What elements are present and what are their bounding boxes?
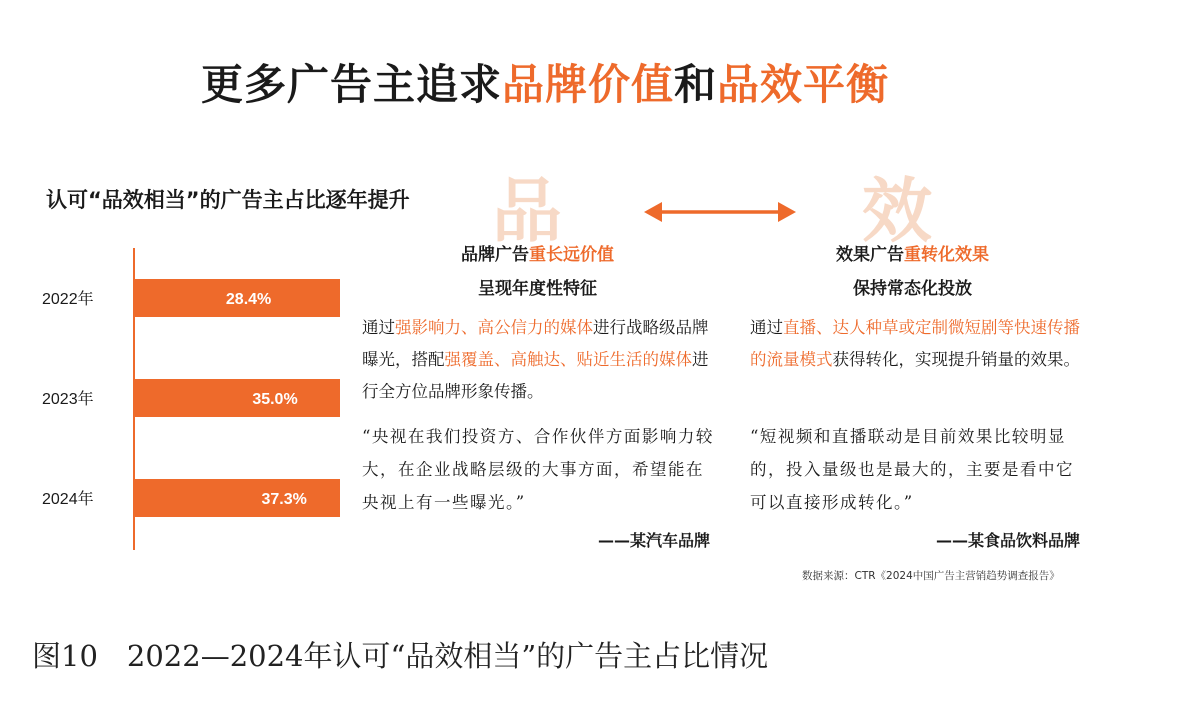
effect-signature: ——某食品饮料品牌 [935, 531, 1080, 550]
effect-heading-accent: 重转化效果 [904, 245, 989, 265]
effect-para-run-2: 获得转化，实现提升销量的效果。 [832, 350, 1080, 369]
category-label-2: 2024年 [42, 491, 94, 508]
chart-title: 认可“品效相当”的广告主占比逐年提升 [46, 188, 410, 212]
brand-para-run-1: 强影响力、高公信力的媒体 [395, 318, 593, 337]
main-title [0, 52, 1090, 112]
brand-para-run-4: 进行全方位品牌形象传播。 [362, 350, 709, 401]
effect-paragraph [750, 312, 1090, 376]
brand-subheading: 呈现年度性特征 [478, 279, 597, 299]
bar-2 [135, 479, 340, 517]
figure-caption: 图10 2022—2024年认可“品效相当”的广告主占比情况 [32, 639, 769, 673]
watermark-left: 品 [492, 170, 562, 252]
brand-signature: ——某汽车品牌 [597, 531, 710, 550]
watermark-right: 效 [862, 170, 932, 252]
main-title-part4: 品效平衡 [717, 60, 890, 109]
category-label-1: 2023年 [42, 391, 94, 408]
brand-para-run-2: 进行战略级品牌曝光，搭配 [362, 318, 709, 369]
effect-para-run-0: 通过 [750, 318, 783, 337]
effect-subheading: 保持常态化投放 [853, 279, 972, 299]
main-title-part3: 和 [674, 60, 718, 109]
bar-chart [0, 240, 340, 560]
brand-quote: “央视在我们投资方、合作伙伴方面影响力较大，在企业战略层级的大事方面，希望能在央视上有一些曝光。” [362, 427, 714, 512]
value-label-1: 35.0% [252, 391, 298, 408]
brand-heading-plain: 品牌广告 [461, 245, 529, 265]
main-title-part2: 品牌价值 [501, 60, 674, 109]
value-label-2: 37.3% [261, 491, 307, 508]
value-label-0: 28.4% [225, 291, 272, 308]
effect-para-run-1: 直播、达人种草或定制微短剧等快速传播的流量模式 [750, 318, 1080, 369]
data-source: 数据来源：CTR《2024中国广告主营销趋势调查报告》 [802, 570, 1060, 582]
brand-para-run-0: 通过 [362, 318, 395, 337]
effect-heading [740, 240, 1085, 265]
brand-heading [365, 240, 710, 265]
double-arrow-icon [640, 198, 800, 226]
effect-quote: “短视频和直播联动是目前效果比较明显的，投入量级也是最大的，主要是看中它可以直接形成转化。” [750, 427, 1074, 512]
bar-1 [135, 379, 340, 417]
brand-paragraph [362, 312, 714, 408]
effect-heading-plain: 效果广告 [836, 245, 904, 265]
category-label-0: 2022年 [42, 291, 94, 308]
main-title-part1: 更多广告主追求 [200, 60, 502, 109]
brand-heading-accent: 重长远价值 [529, 245, 614, 265]
brand-para-run-3: 强覆盖、高触达、贴近生活的媒体 [444, 350, 692, 369]
